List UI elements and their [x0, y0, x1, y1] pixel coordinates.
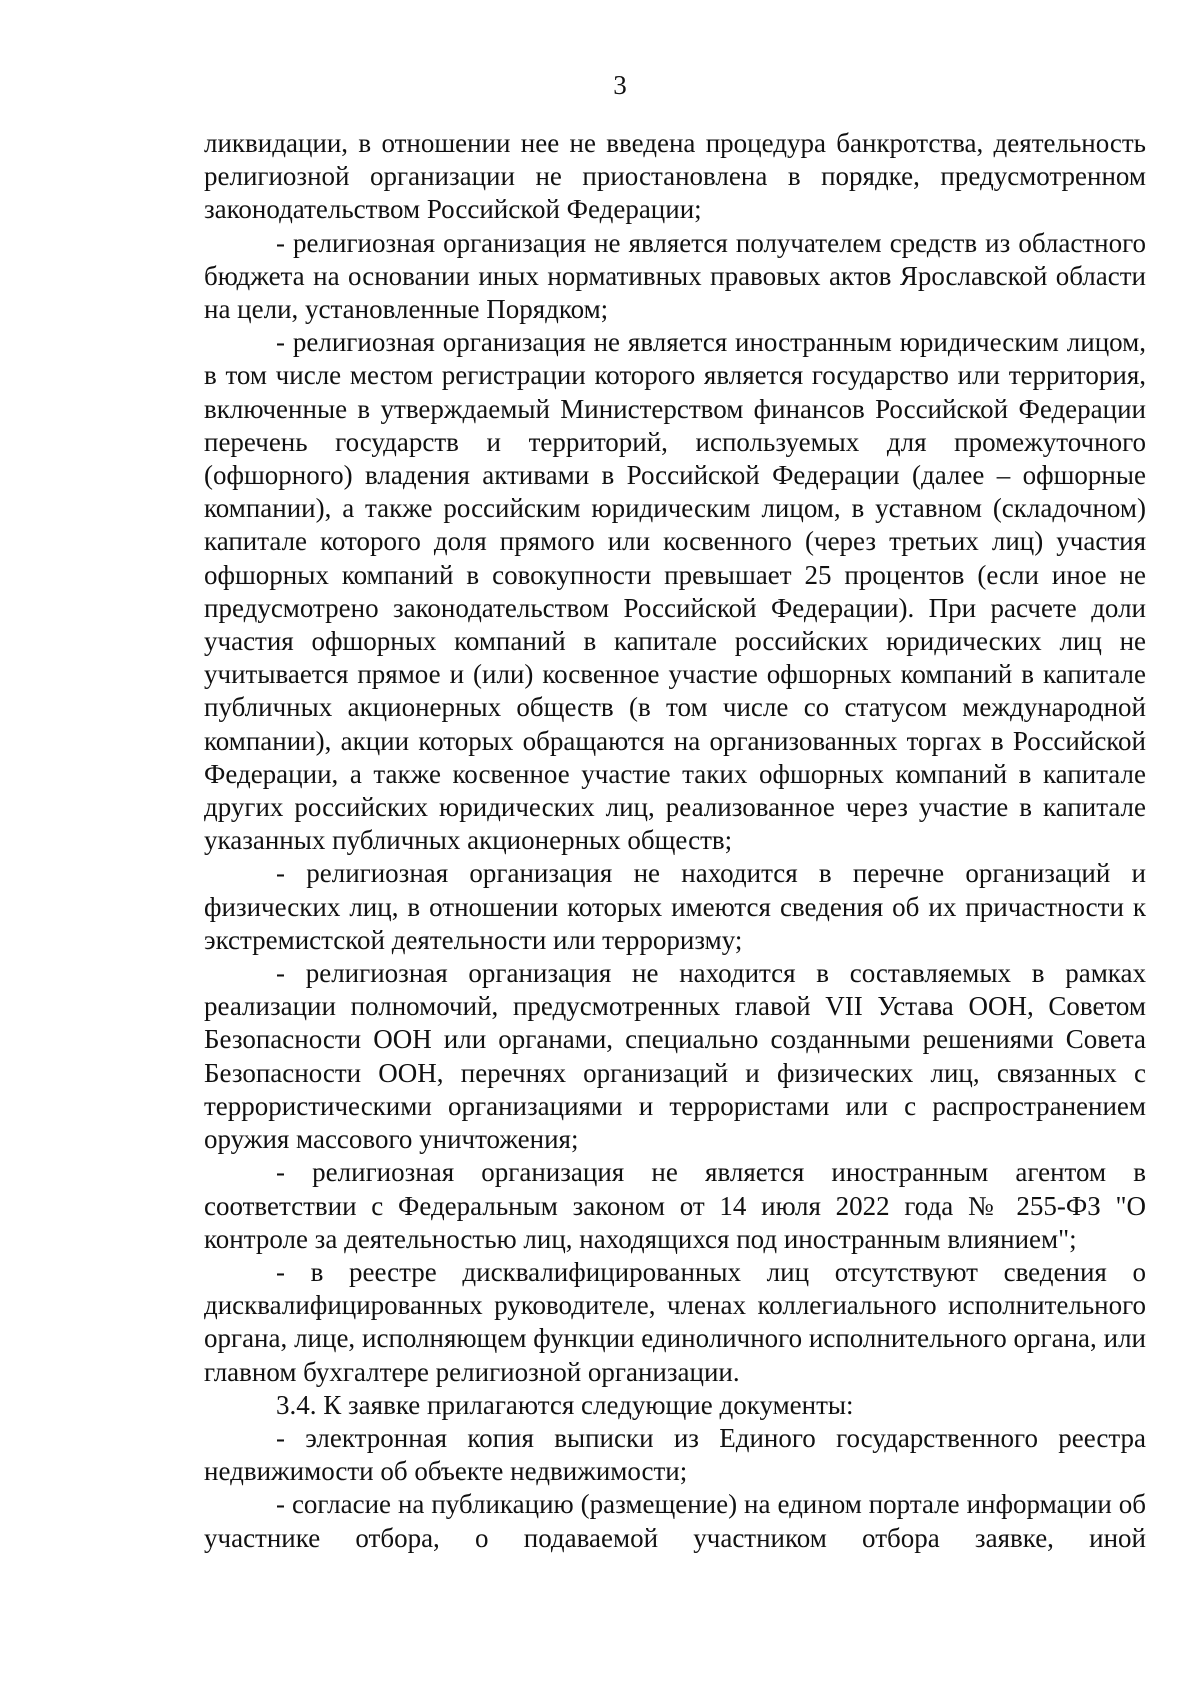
paragraph-egrn-extract: - электронная копия выписки из Единого государственного реестра недвижимости об объекте недвижимости; [204, 1422, 1146, 1487]
paragraph-not-extremist-list: - религиозная организация не находится в перечне организаций и физических лиц, в отношении которых имеются сведения об их причастности к экстремистской деятельности или терроризму; [204, 858, 1146, 955]
paragraph-not-un-sanctions-list: - религиозная организация не находится в составляемых в рамках реализации полномочий, предусмотренных главой VII Устава ООН, Советом Безопасности ООН или органами, специально созданными решениями Совета Безопасности ООН, перечнях организаций и физических лиц, связанных с террористическими организациями и террористами или с распространением оружия массового уничтожения; [204, 958, 1146, 1155]
page-number: 3 [613, 70, 627, 100]
paragraph-liquidation-status: ликвидации, в отношении нее не введена процедура банкротства, деятельность религиозной организации не приостановлена в порядке, предусмотренном законодательством Российской Федерации; [204, 128, 1146, 225]
document-body [204, 127, 1146, 1555]
paragraph-not-foreign-entity: - религиозная организация не является иностранным юридическим лицом, в том числе местом регистрации которого является государство или территория, включенные в утверждаемый Министерством финансов Российской Федерации перечень государств и территорий, используемых для промежуточного (офшорного) владения активами в Российской Федерации (далее – офшорные компании), а также российским юридическим лицом, в уставном (складочном) капитале которого доля прямого или косвенного (через третьих лиц) участия офшорных компаний в совокупности превышает 25 процентов (если иное не предусмотрено законодательством Российской Федерации). При расчете доли участия офшорных компаний в капитале российских юридических лиц не учитывается прямое и (или) косвенное участие офшорных компаний в капитале публичных акционерных обществ (в том числе со статусом международной компании), акции которых обращаются на организованных торгах в Российской Федерации, а также косвенное участие таких офшорных компаний в капитале других российских юридических лиц, реализованное через участие в капитале указанных публичных акционерных обществ; [204, 327, 1146, 856]
paragraph-publication-consent: - согласие на публикацию (размещение) на едином портале информации об участнике отбора, о подаваемой участником отбора заявке, иной [204, 1489, 1146, 1553]
paragraph-not-budget-recipient: - религиозная организация не является получателем средств из областного бюджета на основании иных нормативных правовых актов Ярославской области на цели, установленные Порядком; [204, 227, 1146, 325]
paragraph-disqualified-persons: - в реестре дисквалифицированных лиц отсутствуют сведения о дисквалифицированных руководителе, членах коллегиального исполнительного органа, лице, исполняющем функции единоличного исполнительного органа, или главном бухгалтере религиозной организации. [204, 1256, 1146, 1387]
paragraph-section-3-4-heading: 3.4. К заявке прилагаются следующие документы: [276, 1389, 854, 1420]
paragraph-not-foreign-agent: - религиозная организация не является иностранным агентом в соответствии с Федеральным законом от 14 июля 2022 года № 255-ФЗ "О контроле за деятельностью лиц, находящихся под иностранным влиянием"; [204, 1157, 1146, 1254]
